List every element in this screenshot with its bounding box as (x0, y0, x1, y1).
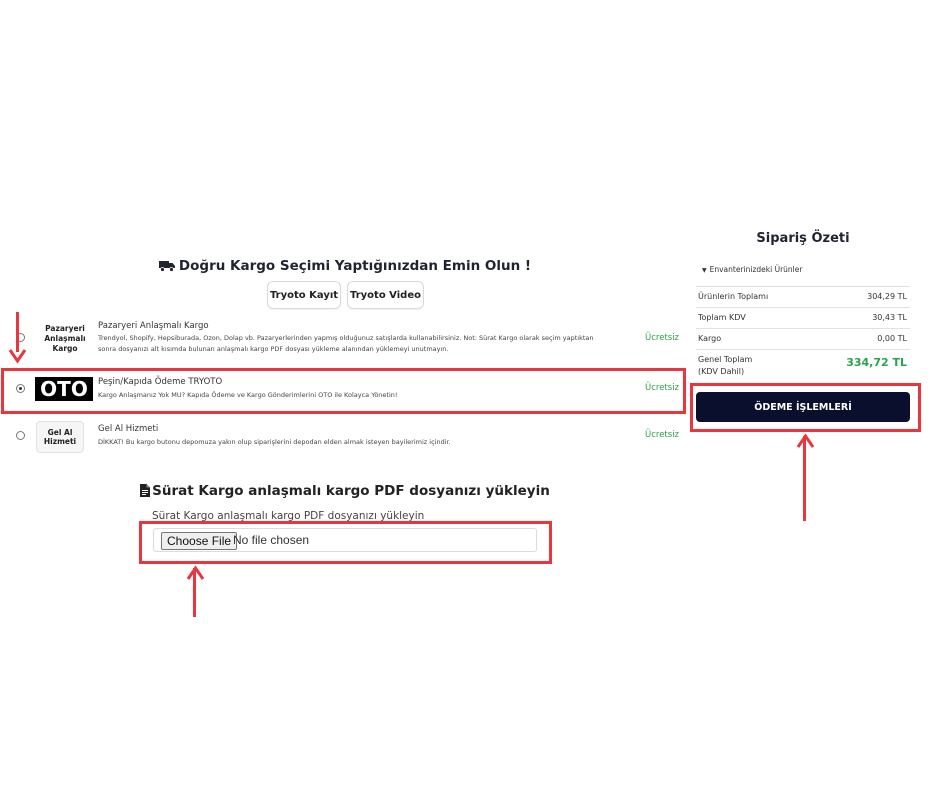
tryoto-register-button[interactable]: Tryoto Kayıt (267, 281, 341, 309)
pickup-price: Ücretsiz (645, 430, 680, 440)
marketplace-option-title: Pazaryeri Anlaşmalı Kargo (98, 321, 209, 331)
marketplace-price: Ücretsiz (645, 333, 680, 343)
arrow-up-shaft-payment (803, 436, 806, 521)
pickup-logo-line2: Hizmeti (43, 437, 77, 446)
tryoto-option-description: Kargo Anlaşmanız Yok MU? Kapıda Ödeme ve Kargo Gönderimlerini OTO ile Kolayca Yönetin! (98, 391, 398, 399)
grand-total-label-line1: Genel Toplam (698, 355, 753, 364)
cargo-title-text: Doğru Kargo Seçimi Yaptığınızdan Emin Olun ! (178, 258, 532, 274)
pdf-upload-label: Sürat Kargo anlaşmalı kargo PDF dosyanızı yükleyin (152, 510, 425, 522)
grand-total-label (698, 354, 752, 378)
marketplace-logo-line2: Anlaşmalı Kargo (44, 334, 86, 353)
marketplace-cargo-logo (33, 322, 97, 356)
choose-file-button[interactable]: Choose File (161, 532, 237, 550)
summary-table (696, 286, 910, 382)
arrow-up-shaft-file (193, 568, 196, 617)
products-total-label: Ürünlerin Toplamı (698, 292, 769, 301)
payment-button[interactable]: ÖDEME İŞLEMLERİ (696, 392, 910, 422)
summary-row-total-vat (696, 308, 910, 329)
file-status: No file chosen (233, 533, 310, 547)
marketplace-desc-line1: Trendyol, Shopify, Hepsiburada, Ozon, Dolap vb. Pazaryerlerinden yapmış olduğunuz satışlarda kullanabilirsiniz. Not: Sürat Kargo olarak seçim yaptıktan (98, 334, 594, 342)
pdf-upload-title-text: Sürat Kargo anlaşmalı kargo PDF dosyanızı yükleyin (152, 483, 550, 499)
pickup-logo-line1: Gel Al (47, 428, 73, 437)
caret-down-icon: ▼ (702, 267, 707, 274)
total-vat-label: Toplam KDV (698, 313, 746, 322)
arrow-down-shaft (16, 312, 19, 352)
summary-row-products-total (696, 287, 910, 308)
total-vat-value: 30,43 TL (872, 313, 907, 322)
highlight-box-file-input (139, 521, 552, 564)
pickup-option-description: DİKKAT! Bu kargo butonu depomuza yakın olup siparişlerini depodan elden almak isteyen bayilerimiz içindir. (98, 438, 451, 446)
cargo-section-title (150, 258, 540, 276)
pickup-service-logo (36, 421, 84, 453)
tryoto-option-title: Peşin/Kapıda Ödeme TRYOTO (98, 377, 223, 387)
order-summary-title: Sipariş Özeti (756, 231, 850, 246)
highlight-box-payment-button (690, 383, 921, 432)
oto-logo: OTO (35, 377, 93, 401)
document-icon (140, 484, 150, 501)
marketplace-option-description (98, 333, 646, 355)
marketplace-desc-line2: sonra dosyanızı alt kısımda bulunan anlaşmalı kargo PDF dosyası yükleme alanından yüklemeyi unutmayın. (98, 345, 449, 353)
tryoto-video-button[interactable]: Tryoto Video (347, 281, 424, 309)
truck-icon (159, 260, 176, 276)
products-total-value: 304,29 TL (867, 292, 907, 301)
grand-total-label-line2: (KDV Dahil) (698, 367, 745, 376)
grand-total-value: 334,72 TL (846, 356, 907, 369)
inventory-toggle-label: Envanterinizdeki Ürünler (709, 265, 803, 274)
summary-row-grand-total (696, 350, 910, 382)
pickup-radio[interactable] (16, 431, 25, 440)
highlight-box-tryoto (1, 368, 686, 414)
tryoto-price: Ücretsiz (645, 383, 680, 393)
pdf-upload-title (140, 483, 550, 501)
pickup-option-title: Gel Al Hizmeti (98, 424, 159, 434)
shipping-value: 0,00 TL (877, 334, 907, 343)
marketplace-logo-line1: Pazaryeri (45, 324, 85, 333)
inventory-products-toggle[interactable] (702, 265, 802, 274)
arrow-down-icon (8, 348, 27, 364)
shipping-label: Kargo (698, 334, 722, 343)
summary-row-shipping (696, 329, 910, 350)
